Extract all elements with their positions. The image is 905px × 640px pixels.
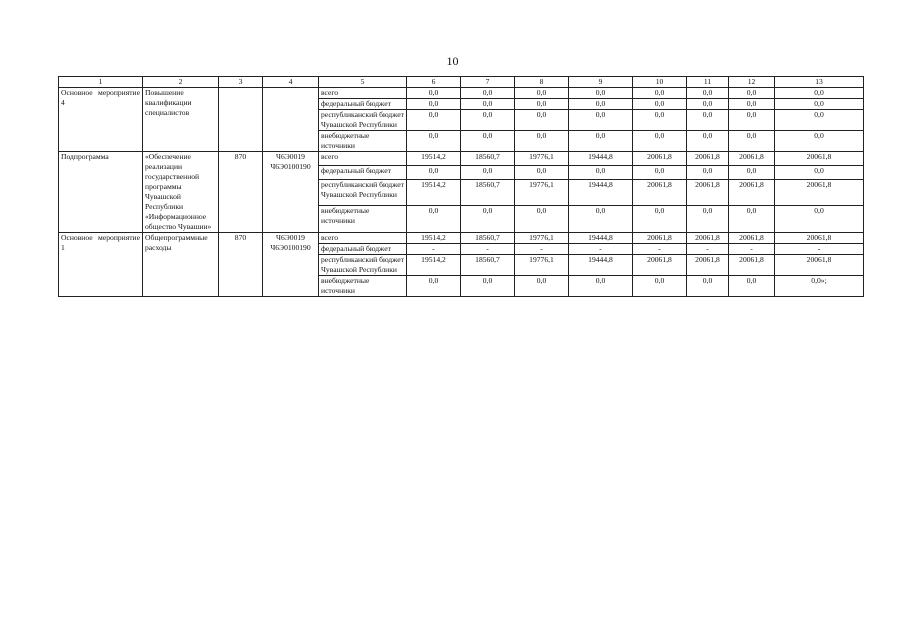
value-cell: 20061,8 [729, 255, 775, 276]
header-cell: 2 [143, 77, 219, 88]
value-cell: 19514,2 [407, 255, 461, 276]
page-number: 10 [446, 54, 459, 68]
table-row [59, 88, 864, 99]
value-cell: 0,0 [633, 206, 687, 233]
value-cell: 20061,8 [687, 179, 729, 206]
value-cell: 0,0 [407, 99, 461, 110]
event-type-cell: Подпрограмма [59, 152, 143, 233]
classification-code-cell: Ч6Э0019 Ч6Э0100190 [263, 152, 319, 233]
value-cell: 0,0 [729, 110, 775, 131]
value-cell: 20061,8 [633, 152, 687, 166]
value-cell: 0,0 [407, 165, 461, 179]
value-cell: 0,0 [461, 165, 515, 179]
value-cell: 0,0 [775, 110, 864, 131]
value-cell: 18560,7 [461, 179, 515, 206]
value-cell: 0,0 [633, 110, 687, 131]
value-cell: - [633, 244, 687, 255]
value-cell: 0,0 [569, 110, 633, 131]
header-cell: 4 [263, 77, 319, 88]
value-cell: 20061,8 [633, 179, 687, 206]
value-cell: 19776,1 [515, 255, 569, 276]
value-cell: 20061,8 [687, 255, 729, 276]
value-cell: 0,0 [515, 110, 569, 131]
funding-source-cell: республиканский бюджет Чувашской Республики [319, 179, 407, 206]
header-cell: 6 [407, 77, 461, 88]
header-cell: 5 [319, 77, 407, 88]
value-cell: 0,0 [729, 206, 775, 233]
value-cell: 0,0 [633, 131, 687, 152]
classification-code-cell: Ч6Э0019 Ч6Э0100190 [263, 233, 319, 297]
value-cell: 0,0 [461, 110, 515, 131]
value-cell: 0,0 [569, 99, 633, 110]
header-cell: 11 [687, 77, 729, 88]
value-cell: 19444,8 [569, 233, 633, 244]
value-cell: 0,0 [775, 131, 864, 152]
value-cell: 19444,8 [569, 179, 633, 206]
funding-source-cell: республиканский бюджет Чувашской Республики [319, 255, 407, 276]
value-cell: 0,0 [775, 165, 864, 179]
header-cell: 10 [633, 77, 687, 88]
event-name-cell: «Обеспечение реализации государственной программы Чувашской Республики «Информационное общество Чувашии» [143, 152, 219, 233]
value-cell: - [729, 244, 775, 255]
header-row [59, 77, 864, 88]
header-cell: 7 [461, 77, 515, 88]
value-cell: 20061,8 [633, 255, 687, 276]
value-cell: 19514,2 [407, 233, 461, 244]
value-cell: 0,0 [569, 131, 633, 152]
value-cell: 0,0 [461, 276, 515, 297]
funding-source-cell: всего [319, 233, 407, 244]
value-cell: 18560,7 [461, 152, 515, 166]
value-cell: 19514,2 [407, 179, 461, 206]
ministry-code-cell: 870 [219, 152, 263, 233]
budget-table [58, 76, 864, 297]
value-cell: 0,0 [461, 206, 515, 233]
value-cell: 19444,8 [569, 255, 633, 276]
header-cell: 9 [569, 77, 633, 88]
event-name-cell: Повышение квалификации специалистов [143, 88, 219, 152]
value-cell: - [687, 244, 729, 255]
value-cell: 20061,8 [775, 255, 864, 276]
value-cell: 19776,1 [515, 233, 569, 244]
value-cell: 0,0 [569, 88, 633, 99]
value-cell: 20061,8 [775, 233, 864, 244]
value-cell: 0,0 [633, 165, 687, 179]
value-cell: 0,0 [775, 88, 864, 99]
value-cell: 0,0 [687, 165, 729, 179]
value-cell: 20061,8 [729, 152, 775, 166]
value-cell: 0,0 [569, 206, 633, 233]
ministry-code-cell: 870 [219, 233, 263, 297]
value-cell: 19444,8 [569, 152, 633, 166]
value-cell: 20061,8 [775, 179, 864, 206]
value-cell: 0,0 [729, 99, 775, 110]
value-cell: 19514,2 [407, 152, 461, 166]
value-cell: 0,0 [515, 165, 569, 179]
value-cell: 0,0 [633, 276, 687, 297]
value-cell: 20061,8 [729, 179, 775, 206]
value-cell: - [775, 244, 864, 255]
value-cell: 0,0 [729, 131, 775, 152]
value-cell: 0,0 [407, 276, 461, 297]
value-cell: 0,0 [407, 131, 461, 152]
value-cell: 20061,8 [687, 152, 729, 166]
value-cell: 0,0 [775, 206, 864, 233]
funding-source-cell: федеральный бюджет [319, 165, 407, 179]
header-cell: 12 [729, 77, 775, 88]
value-cell: 0,0 [515, 206, 569, 233]
value-cell: - [461, 244, 515, 255]
value-cell: 0,0 [687, 131, 729, 152]
value-cell: 0,0 [515, 99, 569, 110]
classification-code-cell [263, 88, 319, 152]
value-cell: 0,0 [633, 99, 687, 110]
funding-source-cell: федеральный бюджет [319, 244, 407, 255]
value-cell: 20061,8 [687, 233, 729, 244]
value-cell: 20061,8 [775, 152, 864, 166]
value-cell: 0,0 [729, 88, 775, 99]
funding-source-cell: внебюджетные источники [319, 276, 407, 297]
value-cell: 0,0 [407, 110, 461, 131]
value-cell: 0,0 [407, 88, 461, 99]
funding-source-cell: всего [319, 152, 407, 166]
value-cell: 0,0 [729, 165, 775, 179]
value-cell: 0,0 [687, 110, 729, 131]
value-cell: 20061,8 [633, 233, 687, 244]
value-cell: - [407, 244, 461, 255]
event-name-cell: Общепрограммные расходы [143, 233, 219, 297]
value-cell: 20061,8 [729, 233, 775, 244]
funding-source-cell: внебюджетные источники [319, 131, 407, 152]
table-body [59, 77, 864, 297]
value-cell: 0,0 [569, 276, 633, 297]
funding-source-cell: республиканский бюджет Чувашской Республики [319, 110, 407, 131]
header-cell: 3 [219, 77, 263, 88]
value-cell: 19776,1 [515, 152, 569, 166]
value-cell: 0,0 [569, 165, 633, 179]
value-cell: 0,0 [461, 99, 515, 110]
event-type-cell: Основное мероприятие 4 [59, 88, 143, 152]
value-cell: 0,0 [775, 99, 864, 110]
value-cell: 0,0 [461, 131, 515, 152]
table-row [59, 152, 864, 166]
funding-source-cell: внебюджетные источники [319, 206, 407, 233]
value-cell: - [569, 244, 633, 255]
header-cell: 13 [775, 77, 864, 88]
value-cell: 0,0 [687, 88, 729, 99]
header-cell: 1 [59, 77, 143, 88]
funding-source-cell: федеральный бюджет [319, 99, 407, 110]
value-cell: 0,0 [633, 88, 687, 99]
value-cell: 0,0 [687, 99, 729, 110]
funding-source-cell: всего [319, 88, 407, 99]
ministry-code-cell [219, 88, 263, 152]
value-cell: 0,0 [515, 88, 569, 99]
value-cell: 0,0 [515, 131, 569, 152]
value-cell: - [515, 244, 569, 255]
value-cell: 0,0 [515, 276, 569, 297]
value-cell: 0,0 [729, 276, 775, 297]
table-row [59, 233, 864, 244]
value-cell: 0,0 [461, 88, 515, 99]
header-cell: 8 [515, 77, 569, 88]
value-cell: 0,0»; [775, 276, 864, 297]
value-cell: 18560,7 [461, 233, 515, 244]
value-cell: 0,0 [687, 276, 729, 297]
value-cell: 0,0 [687, 206, 729, 233]
value-cell: 19776,1 [515, 179, 569, 206]
event-type-cell: Основное мероприятие 1 [59, 233, 143, 297]
value-cell: 0,0 [407, 206, 461, 233]
value-cell: 18560,7 [461, 255, 515, 276]
